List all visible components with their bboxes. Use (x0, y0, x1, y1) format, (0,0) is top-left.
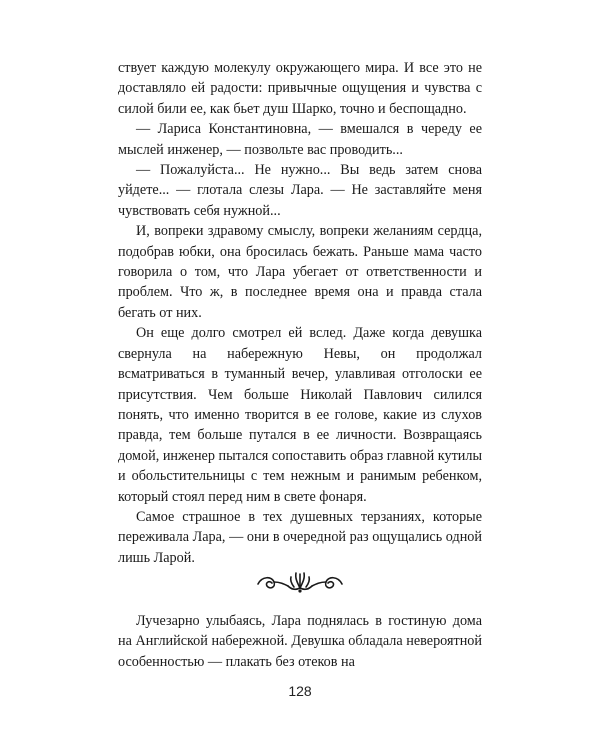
text-block-bottom (118, 611, 482, 672)
paragraph-6: Самое страшное в тех душевных терзаниях, которые переживала Лара, — они в очередной раз ощущались одной лишь Ларой. (118, 508, 482, 566)
paragraph-5: Он еще долго смотрел ей вслед. Даже когда девушка свернула на набережную Невы, он продолжал всматриваться в туманный вечер, улавливая отголоски ее присутствия. Чем больше Николай Павлович силился понять, что именно творится в ее голове, какие из слухов правда, тем больше путался в ее личности. Возвращаясь домой, инженер пытался сопоставить образ главной кутилы и обольстительницы с тем нежным и ранимым ребенком, который стоял перед ним в свете фонаря. (118, 325, 482, 505)
page-number: 128 (288, 683, 312, 699)
paragraph-4: И, вопреки здравому смыслу, вопреки желаниям сердца, подобрав юбки, она бросилась бежать. Раньше мама часто говорила о том, что Лара убегает от ответственности и проблем. Что ж, в последнее время она и правда стала бегать от них. (118, 223, 482, 321)
paragraph-3: — Пожалуйста... Не нужно... Вы ведь затем снова уйдете... — глотала слезы Лара. — Не заставляйте меня чувствовать себя нужной... (118, 162, 482, 219)
paragraph-2: — Лариса Константиновна, — вмешался в череду ее мыслей инженер, — позвольте вас проводить... (118, 121, 482, 158)
paragraph-7: Лучезарно улыбаясь, Лара поднялась в гостиную дома на Английской набережной. Девушка обладала невероятной особенностью — плакать без отеков на (118, 613, 482, 670)
paragraph-1: ствует каждую молекулу окружающего мира. И все это не доставляло ей радости: привычные ощущения и чувства с силой били ее, как бьет душ Шарко, точно и беспощадно. (118, 60, 482, 117)
text-block-top (118, 58, 482, 568)
floral-divider-icon (250, 568, 350, 596)
